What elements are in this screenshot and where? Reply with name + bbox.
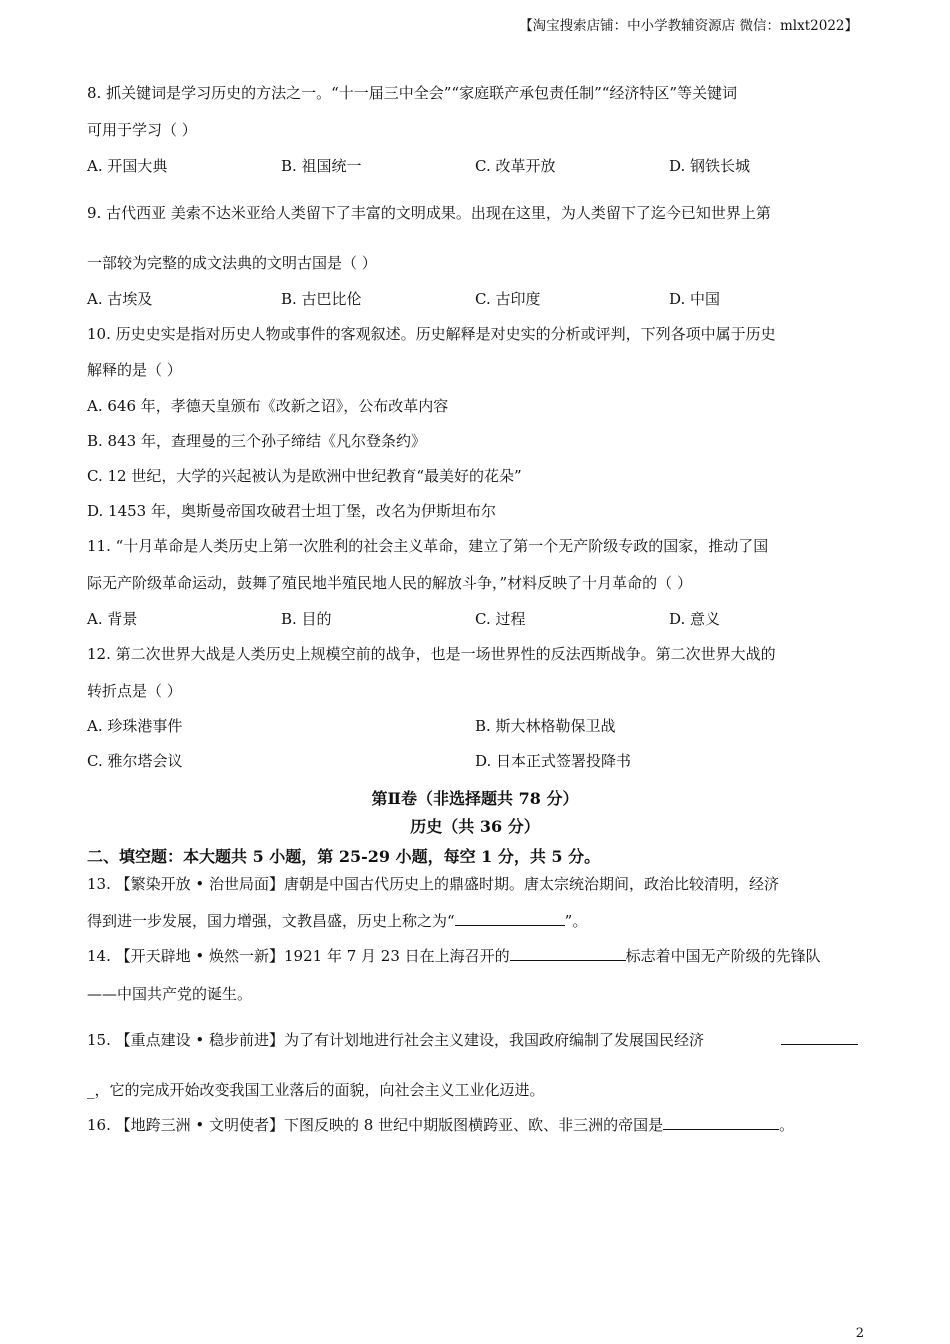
question-11-option-a: A. 背景	[87, 610, 138, 628]
question-14-answer-blank[interactable]	[510, 946, 626, 961]
question-11-option-c: C. 过程	[475, 610, 526, 628]
question-12-option-b: B. 斯大林格勒保卫战	[475, 717, 616, 735]
question-9-option-a: A. 古埃及	[87, 290, 153, 308]
question-13-text-after: ”。	[564, 912, 588, 930]
question-8-option-a: A. 开国大典	[87, 157, 168, 175]
question-10-line-2: 解释的是（ ）	[87, 361, 182, 379]
question-8-option-c: C. 改革开放	[475, 157, 556, 175]
question-15-answer-blank[interactable]	[781, 1030, 858, 1045]
question-15-line-1: 15. 【重点建设 • 稳步前进】为了有计划地进行社会主义建设，我国政府编制了发展国民经济	[87, 1031, 705, 1049]
question-8-line-2: 可用于学习（ ）	[87, 121, 197, 139]
question-16-text-after: 。	[779, 1116, 795, 1134]
question-12-line-2: 转折点是（ ）	[87, 682, 182, 700]
question-10-line-1: 10. 历史史实是指对历史人物或事件的客观叙述。历史解释是对史实的分析或评判，下列各项中属于历史	[87, 325, 776, 343]
question-14-line-2: ——中国共产党的诞生。	[87, 985, 253, 1003]
question-10-option-a: A. 646 年，孝德天皇颁布《改新之诏》，公布改革内容	[87, 397, 449, 415]
question-11-option-b: B. 目的	[281, 610, 332, 628]
question-12-option-a: A. 珍珠港事件	[87, 717, 183, 735]
question-10-option-b: B. 843 年，查理曼的三个孙子缔结《凡尔登条约》	[87, 432, 426, 450]
question-14-text-after: 标志着中国无产阶级的先锋队	[625, 947, 821, 965]
question-12-option-d: D. 日本正式签署投降书	[475, 752, 632, 770]
question-9-line-2: 一部较为完整的成文法典的文明古国是（ ）	[87, 254, 377, 272]
question-15-line-2: _，它的完成开始改变我国工业落后的面貌，向社会主义工业化迈进。	[87, 1081, 545, 1099]
question-16-answer-blank[interactable]	[663, 1115, 779, 1130]
question-13-line-1: 13. 【繁染开放 • 治世局面】唐朝是中国古代历史上的鼎盛时期。唐太宗统治期间，政治比较清明，经济	[87, 875, 780, 893]
question-11-line-1: 11. “十月革命是人类历史上第一次胜利的社会主义革命，建立了第一个无产阶级专政的国家，推动了国	[87, 537, 769, 555]
question-12-option-c: C. 雅尔塔会议	[87, 752, 183, 770]
section-2-heading: 二、填空题：本大题共 5 小题，第 25-29 小题，每空 1 分，共 5 分。	[87, 847, 601, 866]
question-13-text-before: 得到进一步发展，国力增强，文教昌盛，历史上称之为“	[87, 912, 455, 930]
part-2-title: 第Ⅱ卷（非选择题共 78 分）	[371, 789, 579, 808]
page-number: 2	[855, 1326, 864, 1341]
question-12-line-1: 12. 第二次世界大战是人类历史上规模空前的战争，也是一场世界性的反法西斯战争。第二次世界大战的	[87, 645, 776, 663]
question-10-option-c: C. 12 世纪，大学的兴起被认为是欧洲中世纪教育“最美好的花朵”	[87, 467, 522, 485]
question-10-option-d: D. 1453 年，奥斯曼帝国攻破君士坦丁堡，改名为伊斯坦布尔	[87, 502, 496, 520]
question-16-text-before: 16. 【地跨三洲 • 文明使者】下图反映的 8 世纪中期版图横跨亚、欧、非三洲的帝国是	[87, 1116, 664, 1134]
question-14-text-before: 14. 【开天辟地 • 焕然一新】1921 年 7 月 23 日在上海召开的	[87, 947, 510, 965]
question-8-option-b: B. 祖国统一	[281, 157, 362, 175]
question-9-option-d: D. 中国	[669, 290, 721, 308]
question-11-line-2: 际无产阶级革命运动，鼓舞了殖民地半殖民地人民的解放斗争，”材料反映了十月革命的（ ）	[87, 574, 692, 592]
question-14-line-1	[87, 945, 821, 966]
question-11-option-d: D. 意义	[669, 610, 721, 628]
history-title: 历史（共 36 分）	[410, 817, 540, 836]
question-8-option-d: D. 钢铁长城	[669, 157, 751, 175]
question-16-line	[87, 1114, 794, 1135]
question-8-line-1: 8. 抓关键词是学习历史的方法之一。“十一届三中全会”“家庭联产承包责任制”“经济特区”等关键词	[87, 84, 738, 102]
question-9-option-c: C. 古印度	[475, 290, 541, 308]
question-13-answer-blank[interactable]	[455, 911, 565, 926]
question-9-option-b: B. 古巴比伦	[281, 290, 362, 308]
header-note: 【淘宝搜索店铺：中小学教辅资源店 微信：mlxt2022】	[519, 18, 858, 34]
question-13-line-2	[87, 910, 587, 931]
question-9-line-1: 9. 古代西亚 美索不达米亚给人类留下了丰富的文明成果。出现在这里，为人类留下了迄今已知世界上第	[87, 204, 771, 222]
